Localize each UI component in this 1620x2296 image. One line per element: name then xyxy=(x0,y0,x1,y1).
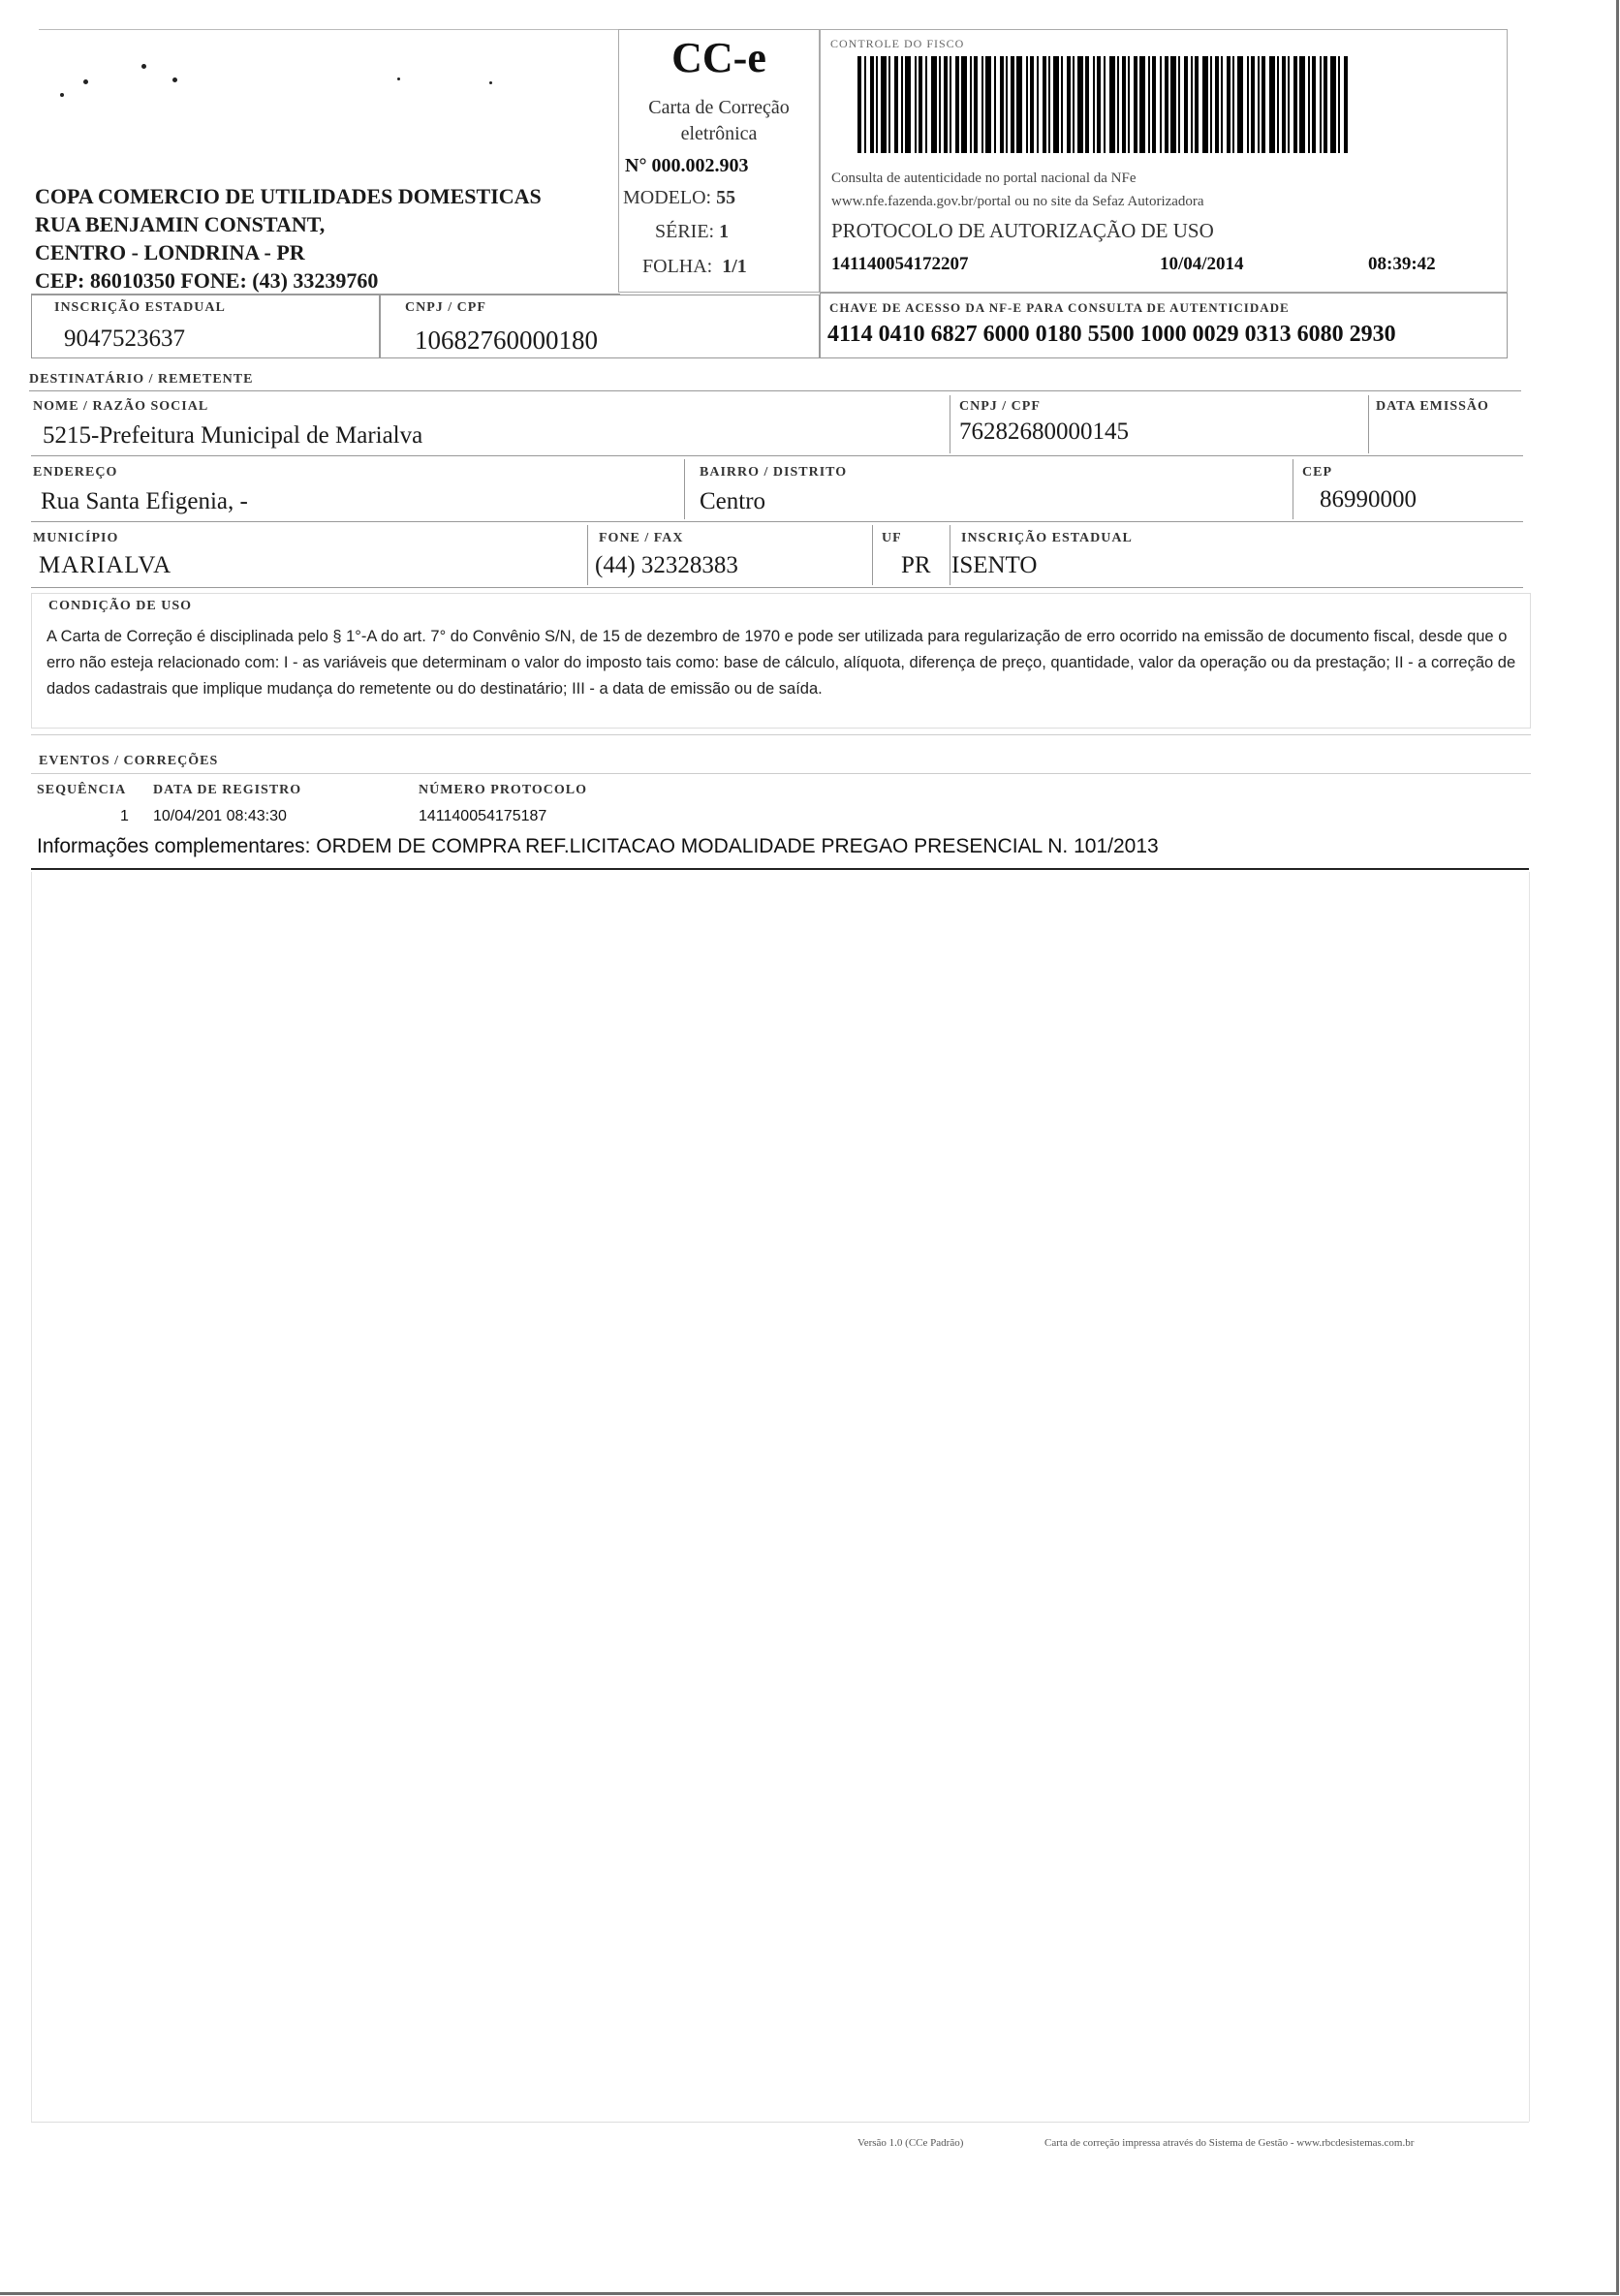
fisco-label: CONTROLE DO FISCO xyxy=(830,37,965,50)
barcode xyxy=(857,56,1497,153)
condicao-label: CONDIÇÃO DE USO xyxy=(48,599,193,613)
cce-serie xyxy=(655,221,729,243)
emitente-address: RUA BENJAMIN CONSTANT, xyxy=(35,212,326,236)
chave-value: 4114 0410 6827 6000 0180 5500 1000 0029 0313 6080 2930 xyxy=(827,322,1396,347)
emitente-city: CENTRO - LONDRINA - PR xyxy=(35,240,305,264)
cce-serie-value: 1 xyxy=(719,221,730,242)
condicao-text: A Carta de Correção é disciplinada pelo § 1°-A do art. 7° do Convênio S/N, de 15 de dezembro de 1970 e pode ser utilizada para regularização de erro ocorrido na emissão de documento fiscal, desde que o erro não esteja relacionado com: I - as variáveis que determinam o valor do imposto tais como: base de cálculo, alíquota, diferença de preço, quantidade, valor da operação ou da prestação; II - a correção de dados cadastrais que implique mudança do remetente ou do destinatário; III - a data de emissão ou de saída. xyxy=(47,628,1516,698)
dest-endereco-value: Rua Santa Efigenia, - xyxy=(41,488,248,514)
cce-modelo xyxy=(623,187,735,209)
eventos-col-protocolo: NÚMERO PROTOCOLO xyxy=(419,783,588,797)
divider xyxy=(684,459,685,519)
speck xyxy=(141,64,146,69)
cce-numero: N° 000.002.903 xyxy=(625,155,749,176)
speck xyxy=(489,81,492,84)
frame-right xyxy=(1529,872,1530,2122)
dest-cep-value: 86990000 xyxy=(1320,486,1417,512)
dest-municipio-value: MARIALVA xyxy=(39,552,172,578)
fisco-consulta-1: Consulta de autenticidade no portal nacional da NFe xyxy=(831,171,1137,186)
divider xyxy=(1368,395,1369,453)
dest-municipio-label: MUNICÍPIO xyxy=(33,531,119,545)
cce-folha-value: 1/1 xyxy=(722,256,747,277)
dest-cep-label: CEP xyxy=(1302,465,1332,480)
dest-uf-value: PR xyxy=(901,552,931,578)
evento-protocolo: 141140054175187 xyxy=(419,808,547,824)
eventos-col-sequencia: SEQUÊNCIA xyxy=(37,783,127,797)
emitente-name: COPA COMERCIO DE UTILIDADES DOMESTICAS xyxy=(35,184,542,208)
divider xyxy=(29,390,1521,391)
evento-data: 10/04/201 08:43:30 xyxy=(153,808,287,824)
fisco-consulta-2: www.nfe.fazenda.gov.br/portal ou no site da Sefaz Autorizadora xyxy=(831,194,1204,209)
dest-bairro-label: BAIRRO / DISTRITO xyxy=(700,465,848,480)
emitente-ie-value: 9047523637 xyxy=(64,326,185,352)
emitente-cnpj-label: CNPJ / CPF xyxy=(405,300,486,315)
dest-fone-label: FONE / FAX xyxy=(599,531,684,545)
divider xyxy=(31,455,1523,456)
dest-endereco-label: ENDEREÇO xyxy=(33,465,118,480)
emitente-ie-label: INSCRIÇÃO ESTADUAL xyxy=(54,300,226,315)
protocolo-time: 08:39:42 xyxy=(1368,254,1436,274)
dest-fone-value: (44) 32328383 xyxy=(595,552,738,578)
dest-uf-label: UF xyxy=(882,531,902,545)
divider xyxy=(31,2122,1529,2123)
footer-versao: Versão 1.0 (CCe Padrão) xyxy=(857,2137,964,2149)
speck xyxy=(83,79,88,84)
emitente-cnpj-value: 10682760000180 xyxy=(415,326,598,355)
divider xyxy=(872,525,873,585)
cce-folha xyxy=(642,256,747,278)
dest-cnpj-value: 76282680000145 xyxy=(959,419,1129,445)
chave-label: CHAVE DE ACESSO DA NF-E PARA CONSULTA DE AUTENTICIDADE xyxy=(829,300,1290,315)
divider xyxy=(31,521,1523,522)
dest-nome-label: NOME / RAZÃO SOCIAL xyxy=(33,399,209,414)
divider xyxy=(31,773,1531,774)
info-complementares: Informações complementares: ORDEM DE COMPRA REF.LICITACAO MODALIDADE PREGAO PRESENCIAL N. 101/2013 xyxy=(37,835,1159,857)
divider xyxy=(31,734,1531,735)
speck xyxy=(397,78,400,80)
cce-subtitle-1: Carta de Correção xyxy=(648,97,790,118)
dest-cnpj-label: CNPJ / CPF xyxy=(959,399,1041,414)
cce-subtitle-2: eletrônica xyxy=(680,123,758,144)
eventos-label: EVENTOS / CORREÇÕES xyxy=(39,754,219,768)
dest-bairro-value: Centro xyxy=(700,488,766,514)
speck xyxy=(60,93,64,97)
divider xyxy=(31,868,1529,870)
divider xyxy=(31,587,1523,588)
destinatario-section-label: DESTINATÁRIO / REMETENTE xyxy=(29,372,254,387)
frame-left xyxy=(31,872,32,2122)
protocolo-label: PROTOCOLO DE AUTORIZAÇÃO DE USO xyxy=(831,219,1214,242)
dest-ie-value: ISENTO xyxy=(951,552,1038,578)
dest-nome-value: 5215-Prefeitura Municipal de Marialva xyxy=(43,422,423,449)
protocolo-date: 10/04/2014 xyxy=(1160,254,1244,274)
footer-impresso: Carta de correção impressa através do Sistema de Gestão - www.rbcdesistemas.com.br xyxy=(1044,2137,1415,2149)
cce-modelo-value: 55 xyxy=(716,187,736,208)
cce-serie-label: SÉRIE: xyxy=(655,221,715,242)
speck xyxy=(172,78,177,82)
evento-sequencia: 1 xyxy=(120,808,129,824)
protocolo-number: 141140054172207 xyxy=(831,254,969,274)
emitente-cep-fone: CEP: 86010350 FONE: (43) 33239760 xyxy=(35,268,379,293)
divider xyxy=(587,525,588,585)
cce-title: CC-e xyxy=(671,34,766,81)
dest-data-emissao-label: DATA EMISSÃO xyxy=(1376,399,1489,414)
cce-folha-label: FOLHA: xyxy=(642,256,713,277)
eventos-col-data: DATA DE REGISTRO xyxy=(153,783,302,797)
dest-ie-label: INSCRIÇÃO ESTADUAL xyxy=(961,531,1133,545)
cce-modelo-label: MODELO: xyxy=(623,187,712,208)
